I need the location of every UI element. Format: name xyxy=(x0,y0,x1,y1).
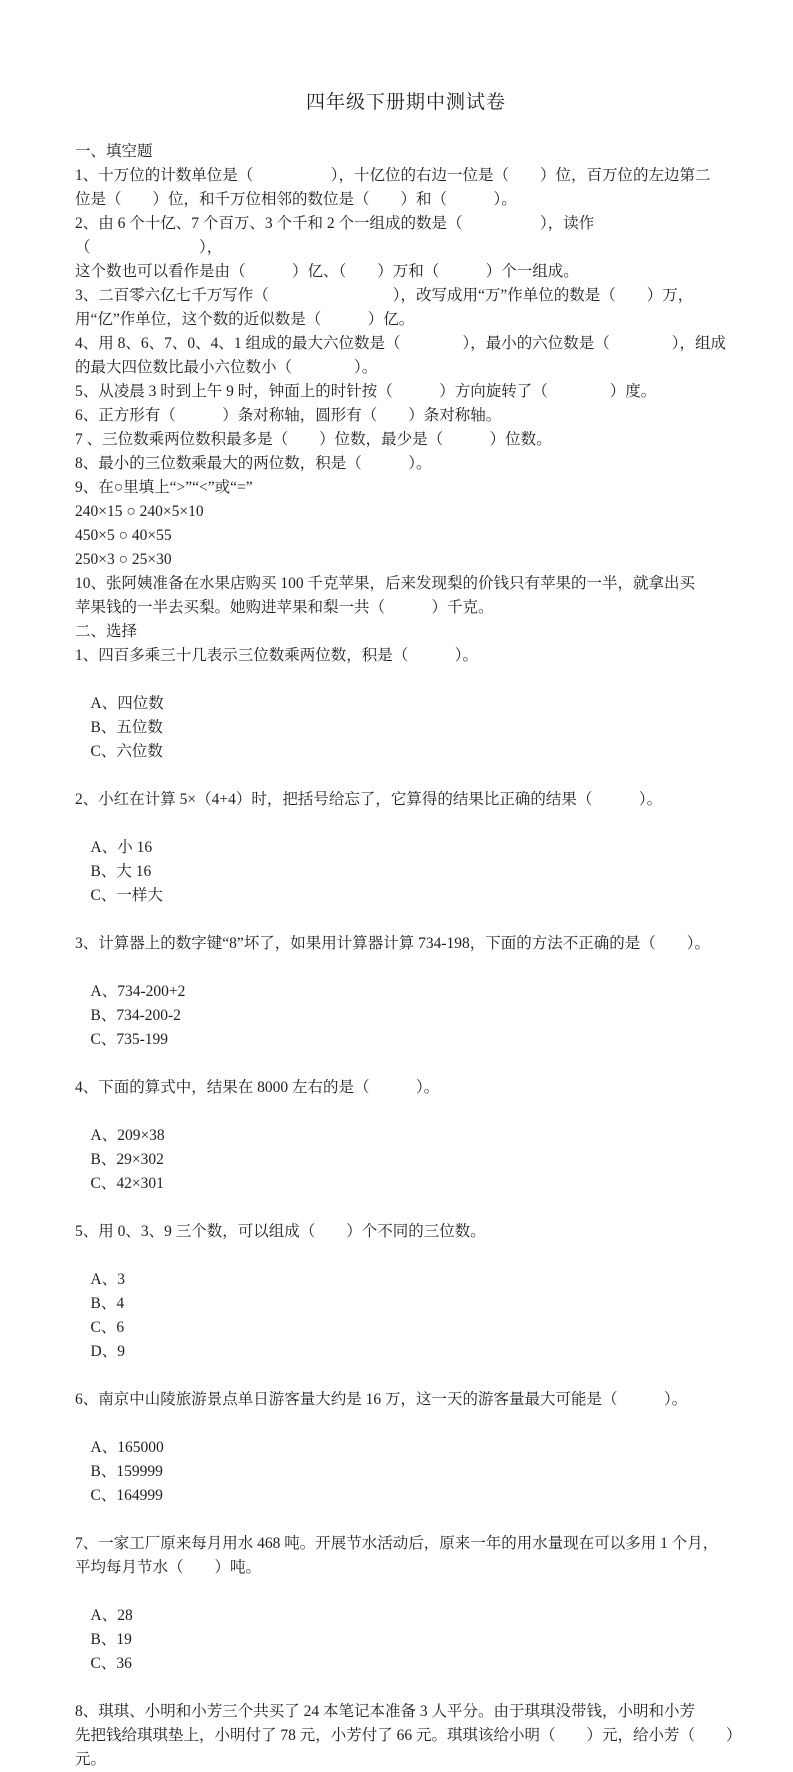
choice-q5-text: 5、用 0、3、9 三个数，可以组成（ ）个不同的三位数。 xyxy=(75,1223,486,1240)
choice-q3-option-a: A、734-200+2 xyxy=(90,983,186,1000)
choice-q5-option-b: B、4 xyxy=(90,1295,125,1312)
fill-q3-line-1: 3、二百零六亿七千万写作（ ），改写成用“万”作单位的数是（ ）万， xyxy=(75,287,694,304)
choice-q2-options xyxy=(75,812,737,932)
choice-q5-option-c: C、6 xyxy=(90,1319,125,1336)
choice-q2-option-b: B、大 16 xyxy=(90,863,152,880)
fill-q6-line: 6、正方形有（ ）条对称轴，圆形有（ ）条对称轴。 xyxy=(75,407,502,424)
choice-q3-text: 3、计算器上的数字键“8”坏了，如果用计算器计算 734-198，下面的方法不正确的是（ ）。 xyxy=(75,935,711,952)
choice-q7-option-c: C、36 xyxy=(90,1655,132,1672)
fill-q1-line-2: 位是（ ）位，和千万位相邻的数位是（ ）和（ ）。 xyxy=(75,191,517,208)
choice-q7-option-a: A、28 xyxy=(90,1607,133,1624)
page-title: 四年级下册期中测试卷 xyxy=(305,92,506,113)
choice-q5-options xyxy=(75,1244,737,1388)
choice-q7-text-line-1: 7、一家工厂原来每月用水 468 吨。开展节水活动后，原来一年的用水量现在可以多用 1 个月， xyxy=(75,1535,719,1552)
fill-q9-comparison-row-2: 450×5 ○ 40×55 xyxy=(75,527,172,544)
choice-q1-option-b: B、五位数 xyxy=(90,719,163,736)
fill-q2-line-1: 2、由 6 个十亿、7 个百万、3 个千和 2 个一组成的数是（ ），读作（ ）， xyxy=(75,215,595,256)
choice-q6-option-a: A、165000 xyxy=(90,1439,164,1456)
choice-q1-option-a: A、四位数 xyxy=(90,695,164,712)
fill-q1-line-1: 1、十万位的计数单位是（ ），十亿位的右边一位是（ ）位，百万位的左边第二 xyxy=(75,167,711,184)
fill-q10-line-1: 10、张阿姨准备在水果店购买 100 千克苹果，后来发现梨的价钱只有苹果的一半，就拿出买 xyxy=(75,575,696,592)
choice-q1-options xyxy=(75,668,737,788)
choice-q1-option-c: C、六位数 xyxy=(90,743,163,760)
choice-q4-options xyxy=(75,1100,737,1220)
fill-q10-line-2: 苹果钱的一半去买梨。她购进苹果和梨一共（ ）千克。 xyxy=(75,599,494,616)
fill-q3-line-2: 用“亿”作单位，这个数的近似数是（ ）亿。 xyxy=(75,311,415,328)
choice-q8-text-line-2: 先把钱给琪琪垫上，小明付了 78 元，小芳付了 66 元。琪琪该给小明（ ）元，给小芳（ ） xyxy=(75,1727,742,1744)
choice-q1-text: 1、四百多乘三十几表示三位数乘两位数，积是（ ）。 xyxy=(75,647,479,664)
choice-q5-option-a: A、3 xyxy=(90,1271,125,1288)
choice-q3-options xyxy=(75,956,737,1076)
fill-q9-line: 9、在○里填上“>”“<”或“=” xyxy=(75,479,253,496)
choice-q4-option-b: B、29×302 xyxy=(90,1151,164,1168)
choice-q6-text: 6、南京中山陵旅游景点单日游客量大约是 16 万，这一天的游客量最大可能是（ ）。 xyxy=(75,1391,688,1408)
fill-q8-line: 8、最小的三位数乘最大的两位数，积是（ ）。 xyxy=(75,455,432,472)
choice-q3-option-c: C、735-199 xyxy=(90,1031,169,1048)
fill-q2-line-2: 这个数也可以看作是由（ ）亿、（ ）万和（ ）个一组成。 xyxy=(75,263,579,280)
choice-q8-text-line-3: 元。 xyxy=(75,1751,107,1768)
choice-q4-option-a: A、209×38 xyxy=(90,1127,165,1144)
section-heading-fill-in-blanks: 一、填空题 xyxy=(75,143,153,160)
choice-q4-text: 4、下面的算式中，结果在 8000 左右的是（ ）。 xyxy=(75,1079,440,1096)
choice-q6-options xyxy=(75,1412,737,1532)
fill-q4-line-2: 的最大四位数比最小六位数小（ ）。 xyxy=(75,359,378,376)
choice-q2-option-c: C、一样大 xyxy=(90,887,163,904)
fill-q7-line: 7 、三位数乘两位数积最多是（ ）位数，最少是（ ）位数。 xyxy=(75,431,552,448)
fill-q5-line: 5、从凌晨 3 时到上午 9 时，钟面上的时针按（ ）方向旋转了（ ）度。 xyxy=(75,383,657,400)
choice-q4-option-c: C、42×301 xyxy=(90,1175,164,1192)
choice-q7-option-b: B、19 xyxy=(90,1631,132,1648)
choice-q2-option-a: A、小 16 xyxy=(90,839,153,856)
choice-q6-option-b: B、159999 xyxy=(90,1463,163,1480)
choice-q6-option-c: C、164999 xyxy=(90,1487,163,1504)
section-heading-multiple-choice: 二、选择 xyxy=(75,623,138,640)
fill-q4-line-1: 4、用 8、6、7、0、4、1 组成的最大六位数是（ ），最小的六位数是（ ），组成 xyxy=(75,335,727,352)
fill-q9-comparison-row-1: 240×15 ○ 240×5×10 xyxy=(75,503,204,520)
fill-q9-comparison-row-3: 250×3 ○ 25×30 xyxy=(75,551,172,568)
choice-q5-option-d: D、9 xyxy=(90,1343,125,1360)
choice-q3-option-b: B、734-200-2 xyxy=(90,1007,181,1024)
choice-q2-text: 2、小红在计算 5×（4+4）时，把括号给忘了，它算得的结果比正确的结果（ ）。 xyxy=(75,791,663,808)
choice-q7-options xyxy=(75,1580,737,1700)
choice-q7-text-line-2: 平均每月节水（ ）吨。 xyxy=(75,1559,262,1576)
choice-q8-text-line-1: 8、琪琪、小明和小芳三个共买了 24 本笔记本准备 3 人平分。由于琪琪没带钱，小明和小芳 xyxy=(75,1703,696,1720)
